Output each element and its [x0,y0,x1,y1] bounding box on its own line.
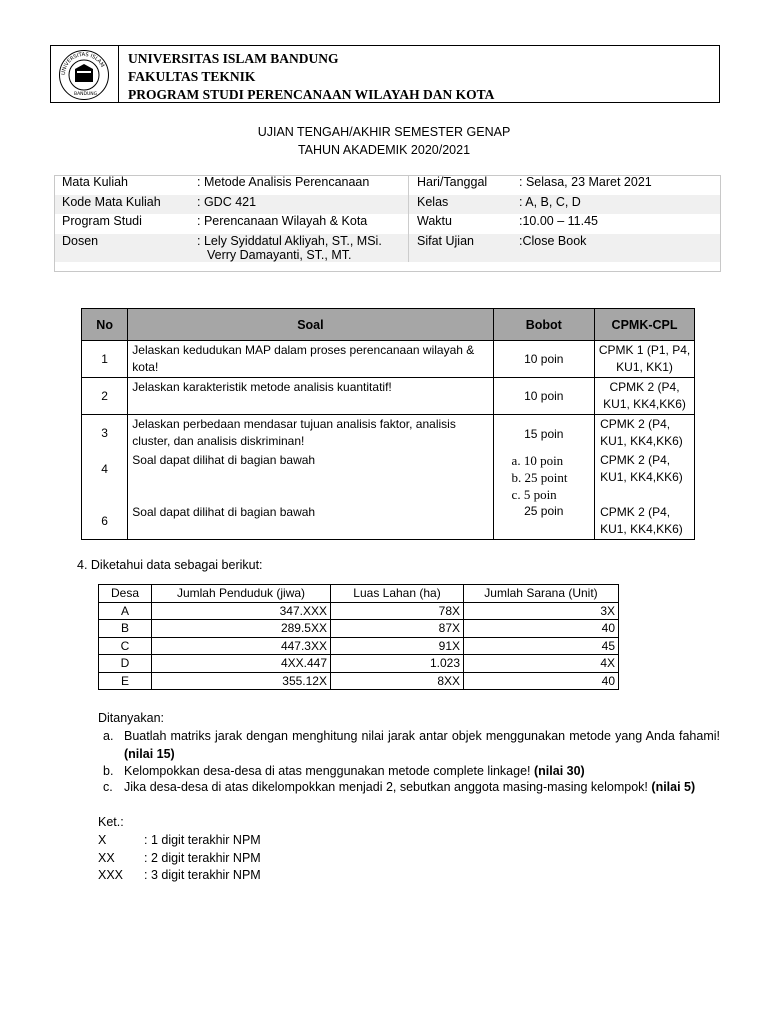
academic-year: TAHUN AKADEMIK 2020/2021 [297,143,471,157]
row-cpmk: CPMK 2 (P4, KU1, KK4,KK6) [600,417,683,448]
rows-no [82,415,128,540]
hari-label: Hari/Tanggal [409,175,512,195]
header-bobot: Bobot [493,309,595,341]
cell-desa: A [99,602,152,620]
prodi-label: Program Studi [54,214,189,234]
cell-penduduk: 289.5XX [152,620,331,638]
cell-sarana: 4X [464,655,619,673]
cell-penduduk: 347.XXX [152,602,331,620]
row-no: 4 [101,462,108,476]
table-row [99,672,619,690]
item-b-question: Kelompokkan desa-desa di atas menggunakan metode complete linkage! [124,764,531,778]
cell-sarana: 40 [464,672,619,690]
table-row [82,341,695,378]
cell-luas: 8XX [331,672,464,690]
rows-bobot [493,415,595,540]
item-c-label: c. [103,780,113,794]
table-row-merged [82,415,695,540]
header-soal: Soal [128,309,493,341]
ket-value-xx: : 2 digit terakhir NPM [144,851,261,865]
dosen-label: Dosen [54,234,189,262]
cell-luas: 78X [331,602,464,620]
row-cpmk: CPMK 1 (P1, P4, KU1, KK1) [595,341,695,378]
cell-desa: D [99,655,152,673]
table-row [99,637,619,655]
cell-luas: 87X [331,620,464,638]
cell-desa: B [99,620,152,638]
item-a-score: (nilai 15) [124,747,175,761]
item-a-text [124,727,720,763]
mata-kuliah-value: : Metode Analisis Perencanaan [189,175,409,195]
svg-text:UNIVERSITAS ISLAM: UNIVERSITAS ISLAM [60,51,106,76]
cell-sarana: 3X [464,602,619,620]
item-a-label: a. [103,729,114,743]
ket-value-xxx: : 3 digit terakhir NPM [144,868,261,882]
row-bobot-parts [495,452,594,504]
institution-header [50,45,720,103]
university-name: UNIVERSITAS ISLAM BANDUNG [128,51,339,66]
row-bobot: 10 poin [493,378,595,415]
bobot-a: a. 10 poin [511,453,564,468]
bobot-b: b. 25 point [511,470,568,485]
bobot-c: c. 5 poin [511,487,557,502]
question-table-header [82,309,695,341]
row-cpmk: CPMK 2 (P4, KU1, KK4,KK6) [600,505,683,536]
table-row [82,378,695,415]
faculty-name: FAKULTAS TEKNIK [128,69,256,84]
ket-key-xx: XX [98,851,115,865]
kelas-label: Kelas [409,195,512,215]
sifat-value: :Close Book [511,234,721,262]
cell-penduduk: 355.12X [152,672,331,690]
ditanyakan-label: Ditanyakan: [98,711,165,725]
item-c-score: (nilai 5) [651,780,696,794]
table-row [99,620,619,638]
institution-name [128,50,494,104]
row-cpmk: CPMK 2 (P4, KU1, KK4,KK6) [595,378,695,415]
cell-penduduk: 4XX.447 [152,655,331,673]
ket-title: Ket.: [98,815,124,829]
dosen-value [189,234,409,262]
header-no: No [82,309,128,341]
header-penduduk: Jumlah Penduduk (jiwa) [152,585,331,603]
kelas-value: : A, B, C, D [511,195,721,215]
row-bobot: 25 poin [524,504,564,518]
row-soal: Soal dapat dilihat di bagian bawah [132,453,316,467]
table-row [99,655,619,673]
row-soal: Jelaskan kedudukan MAP dalam proses perencanaan wilayah & kota! [128,341,493,378]
item-b-label: b. [103,764,114,778]
data-header-row [99,585,619,603]
ket-key-xxx: XXX [98,868,124,882]
row-soal: Soal dapat dilihat di bagian bawah [132,505,316,519]
row-cpmk: CPMK 2 (P4, KU1, KK4,KK6) [600,453,683,484]
item-a-question: Buatlah matriks jarak dengan menghitung nilai jarak antar objek menggunakan metode yang Anda fahami! [124,729,720,743]
item-c-text [124,778,695,796]
cell-sarana: 45 [464,637,619,655]
row-bobot: 15 poin [524,427,564,441]
village-data-table [98,584,619,690]
dosen-1: : Lely Syiddatul Akliyah, ST., MSi. [197,233,382,248]
prodi-value: : Perencanaan Wilayah & Kota [189,214,409,234]
kode-label: Kode Mata Kuliah [54,195,189,215]
row-no: 6 [101,514,108,528]
dosen-2: Verry Damayanti, ST., MT. [207,247,352,262]
waktu-value: :10.00 – 11.45 [511,214,721,234]
mata-kuliah-label: Mata Kuliah [54,175,189,195]
cell-penduduk: 447.3XX [152,637,331,655]
course-info-table [54,175,721,262]
university-logo [58,49,110,101]
row-no: 2 [82,378,128,415]
row-no: 3 [101,426,108,440]
cell-desa: C [99,637,152,655]
row-soal: Jelaskan karakteristik metode analisis kuantitatif! [128,378,493,415]
cell-desa: E [99,672,152,690]
row-soal: Jelaskan perbedaan mendasar tujuan analisis faktor, analisis cluster, dan analisis diskriminan! [132,417,456,448]
program-name: PROGRAM STUDI PERENCANAAN WILAYAH DAN KOTA [128,87,495,102]
logo-cell [51,46,119,102]
cell-luas: 1.023 [331,655,464,673]
cell-luas: 91X [331,637,464,655]
sifat-label: Sifat Ujian [409,234,512,262]
hari-value: : Selasa, 23 Maret 2021 [511,175,721,195]
rows-cpmk [595,415,695,540]
kode-value: : GDC 421 [189,195,409,215]
header-cpmk: CPMK-CPL [595,309,695,341]
ket-value-x: : 1 digit terakhir NPM [144,833,261,847]
exam-title: UJIAN TENGAH/AKHIR SEMESTER GENAP [257,125,511,139]
row-bobot: 10 poin [493,341,595,378]
table-row [99,602,619,620]
svg-text:BANDUNG: BANDUNG [74,92,98,97]
cell-sarana: 40 [464,620,619,638]
question-table [81,308,695,540]
header-luas: Luas Lahan (ha) [331,585,464,603]
row-no: 1 [82,341,128,378]
question-4-intro: 4. Diketahui data sebagai berikut: [77,558,263,572]
rows-soal [128,415,493,540]
header-sarana: Jumlah Sarana (Unit) [464,585,619,603]
ket-key-x: X [98,833,107,847]
item-c-question: Jika desa-desa di atas dikelompokkan menjadi 2, sebutkan anggota masing-masing kelompok! [124,780,648,794]
header-desa: Desa [99,585,152,603]
waktu-label: Waktu [409,214,512,234]
item-b-score: (nilai 30) [534,764,585,778]
